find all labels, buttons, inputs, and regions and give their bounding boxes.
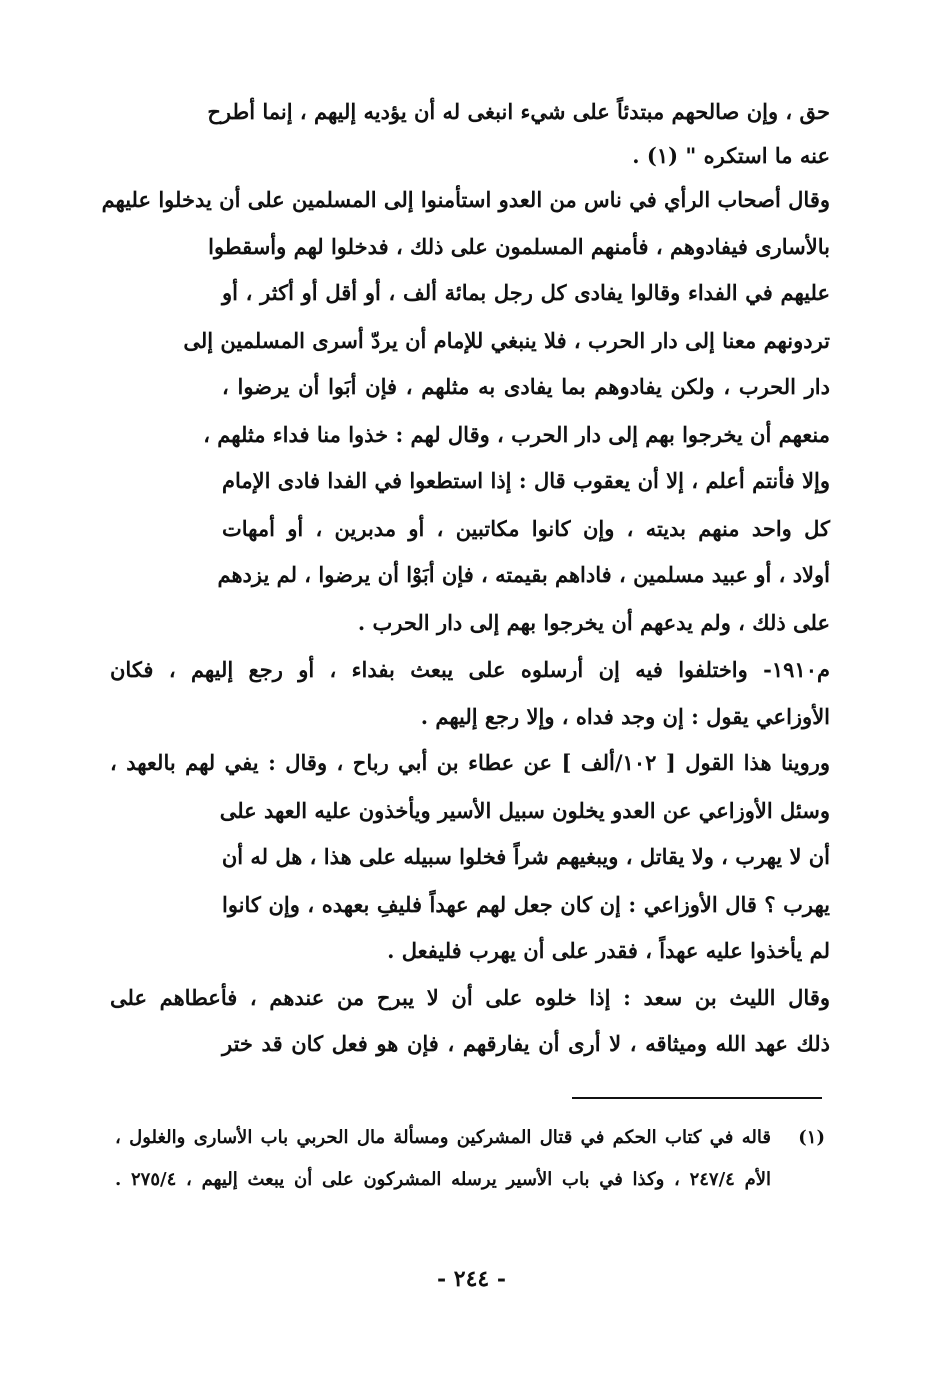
footnote-line: قاله في كتاب الحكم في قتال المشركين ومسألة مال الحربي باب الأسارى والغلول ،	[115, 1127, 771, 1148]
text-line: حق ، وإن صالحهم مبتدئاً على شيء انبغى له أن يؤديه إليهم ، إنما أطرح	[207, 99, 830, 124]
footnote-line: الأم ٢٤٧/٤ ، وكذا في باب الأسير يرسله المشركون على أن يبعث إليهم ، ٢٧٥/٤ .	[115, 1169, 771, 1190]
text-line: لم يأخذوا عليه عهداً ، فقدر على أن يهرب فليفعل .	[387, 938, 830, 963]
text-line: منعهم أن يخرجوا بهم إلى دار الحرب ، وقال لهم : خذوا منا فداء مثلهم ،	[203, 422, 830, 447]
text-line: أولاد ، أو عبيد مسلمين ، فاداهم بقيمته ، فإن أبَوْا أن يرضوا ، لم يزدهم	[217, 562, 830, 587]
text-line: م١٩١٠- واختلفوا فيه إن أرسلوه على يبعث بفداء ، أو رجع إليهم ، فكان	[110, 657, 830, 682]
text-line: أن لا يهرب ، ولا يقاتل ، ويبغيهم شراً فخلوا سبيله على هذا ، هل له أن	[221, 844, 830, 869]
text-line: يهرب ؟ قال الأوزاعي : إن كان جعل لهم عهداً فليفِ بعهده ، وإن كانوا	[222, 892, 830, 917]
text-line: بالأسارى فيفادوهم ، فأمنهم المسلمون على ذلك ، فدخلوا لهم وأسقطوا	[208, 234, 830, 259]
text-line: على ذلك ، ولم يدعهم أن يخرجوا بهم إلى دار الحرب .	[357, 610, 830, 635]
text-line: عنه ما استكره " (١) .	[632, 143, 830, 168]
footnote-separator	[572, 1097, 822, 1099]
text-line: وإلا فأنتم أعلم ، إلا أن يعقوب قال : إذا استطعوا في الفدا فادى الإمام	[222, 468, 830, 493]
text-line: كل واحد منهم بديته ، وإن كانوا مكاتبين ، أو مدبرين ، أو أمهات	[222, 516, 830, 541]
text-line: ذلك عهد الله وميثاقه ، لا أرى أن يفارقهم ، فإن هو فعل كان قد ختر	[222, 1031, 830, 1056]
text-line: وروينا هذا القول [ ١٠٢/ألف ] عن عطاء بن أبي رباح ، وقال : يفي لهم بالعهد ،	[110, 750, 831, 775]
page-number: - ٢٤٤ -	[436, 1266, 507, 1292]
text-line: عليهم في الفداء وقالوا يفادى كل رجل بمائة ألف ، أو أقل أو أكثر ، أو	[222, 280, 830, 305]
text-line: الأوزاعي يقول : إن وجد فداه ، وإلا رجع إليهم .	[420, 704, 830, 729]
text-line: وسئل الأوزاعي عن العدو يخلون سبيل الأسير ويأخذون عليه العهد على	[219, 798, 830, 823]
footnote-marker: (١)	[798, 1127, 825, 1148]
text-line: وقال أصحاب الرأي في ناس من العدو استأمنوا إلى المسلمين على أن يدخلوا عليهم	[101, 187, 830, 212]
text-line: تردونهم معنا إلى دار الحرب ، فلا ينبغي للإمام أن يردّ أسرى المسلمين إلى	[183, 328, 830, 353]
text-line: وقال الليث بن سعد : إذا خلوه على أن لا يبرح من عندهم ، فأعطاهم على	[110, 985, 830, 1010]
text-line: دار الحرب ، ولكن يفادوهم بما يفادى به مثلهم ، فإن أبَوا أن يرضوا ،	[222, 374, 830, 399]
